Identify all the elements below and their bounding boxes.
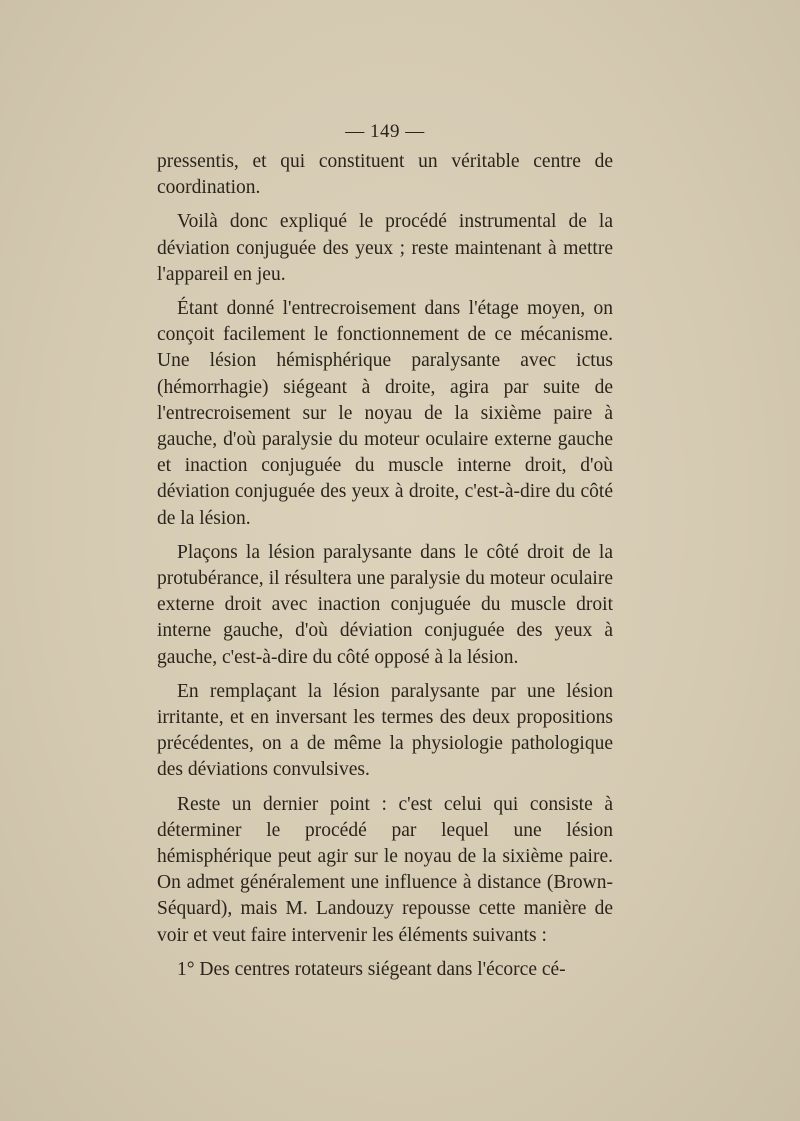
paragraph-7: 1° Des centres rotateurs siégeant dans l'écorce cé- [177, 958, 566, 980]
paragraph-4: Plaçons la lésion paralysante dans le côté droit de la protubérance, il résultera une paralysie du moteur oculaire externe droit avec inaction conjuguée du muscle droit interne gauche, d'où déviation conjuguée des yeux à gauche, c'est-à-dire du côté opposé à la lésion. [157, 541, 613, 668]
paragraph-3: Étant donné l'entrecroisement dans l'étage moyen, on conçoit facilement le fonctionnement de ce mécanisme. Une lésion hémisphérique paralysante avec ictus (hémorrhagie) siégeant à droite, agira par suite de l'entrecroisement sur le noyau de la sixième paire à gauche, d'où paralysie du moteur oculaire externe gauche et inaction conjuguée du muscle interne droit, d'où déviation conjuguée des yeux à droite, c'est-à-dire du côté de la lésion. [157, 298, 613, 529]
paragraph-2: Voilà donc expliqué le procédé instrumental de la déviation conjuguée des yeux ; reste maintenant à mettre l'appareil en jeu. [157, 211, 613, 285]
paragraph-1: pressentis, et qui constituent un véritable centre de coordination. [157, 151, 613, 199]
page-number: — 149 — [345, 121, 425, 142]
text-column [157, 117, 613, 983]
paragraph-6: Reste un dernier point : c'est celui qui consiste à déterminer le procédé par lequel une lésion hémisphérique peut agir sur le noyau de la sixième paire. On admet généralement une influence à distance (Brown-Séquard), mais M. Landouzy repousse cette manière de voir et veut faire intervenir les éléments suivants : [157, 793, 613, 946]
paragraph-5: En remplaçant la lésion paralysante par une lésion irritante, et en inversant les termes des deux propositions précédentes, on a de même la physiologie pathologique des déviations convulsives. [157, 680, 613, 781]
